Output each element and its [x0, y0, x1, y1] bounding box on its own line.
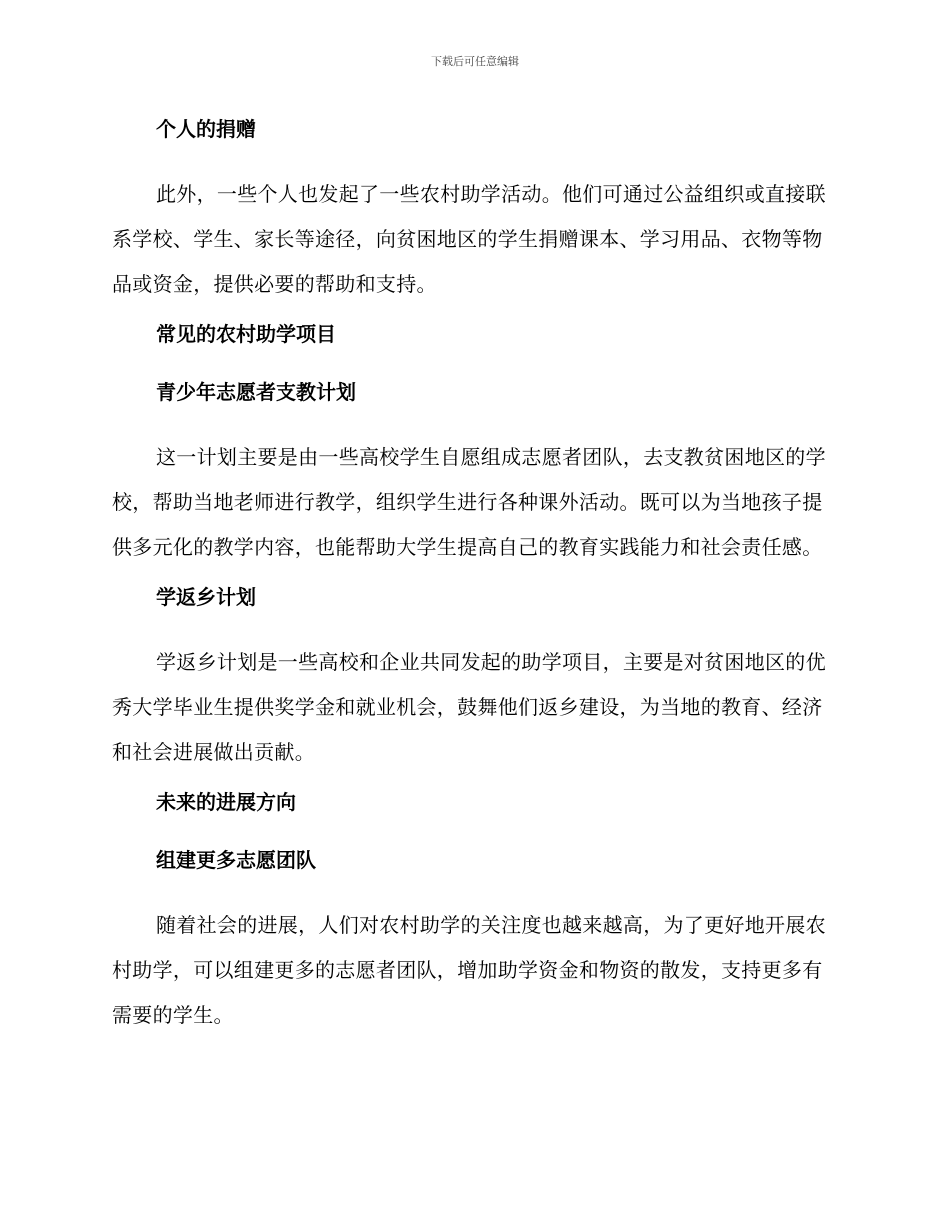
section-heading-future-direction: 未来的进展方向 — [156, 790, 296, 814]
page-header: 下载后可任意编辑 — [431, 55, 519, 68]
paragraph-personal-donation: 此外，一些个人也发起了一些农村助学活动。他们可通过公益组织或直接联系学校、学生、家长等途径，向贫困地区的学生捐赠课本、学习用品、衣物等物品或资金，提供必要的帮助和支持。 — [112, 182, 826, 296]
paragraph-return-home: 学返乡计划是一些高校和企业共同发起的助学项目，主要是对贫困地区的优秀大学毕业生提供奖学金和就业机会，鼓舞他们返乡建设，为当地的教育、经济和社会进展做出贡献。 — [112, 650, 826, 764]
document-body — [112, 114, 830, 1050]
paragraph-youth-volunteer: 这一计划主要是由一些高校学生自愿组成志愿者团队，去支教贫困地区的学校，帮助当地老师进行教学，组织学生进行各种课外活动。既可以为当地孩子提供多元化的教学内容，也能帮助大学生提高自己的教育实践能力和社会责任感。 — [112, 445, 826, 559]
section-heading-common-projects: 常见的农村助学项目 — [156, 322, 336, 346]
paragraph-more-volunteer-teams: 随着社会的进展，人们对农村助学的关注度也越来越高，为了更好地开展农村助学，可以组建更多的志愿者团队，增加助学资金和物资的散发，支持更多有需要的学生。 — [112, 913, 826, 1027]
section-heading-return-home: 学返乡计划 — [156, 585, 256, 609]
section-heading-more-volunteer-teams: 组建更多志愿团队 — [156, 848, 316, 872]
section-heading-youth-volunteer: 青少年志愿者支教计划 — [156, 380, 356, 404]
section-heading-personal-donation: 个人的捐赠 — [156, 117, 256, 141]
